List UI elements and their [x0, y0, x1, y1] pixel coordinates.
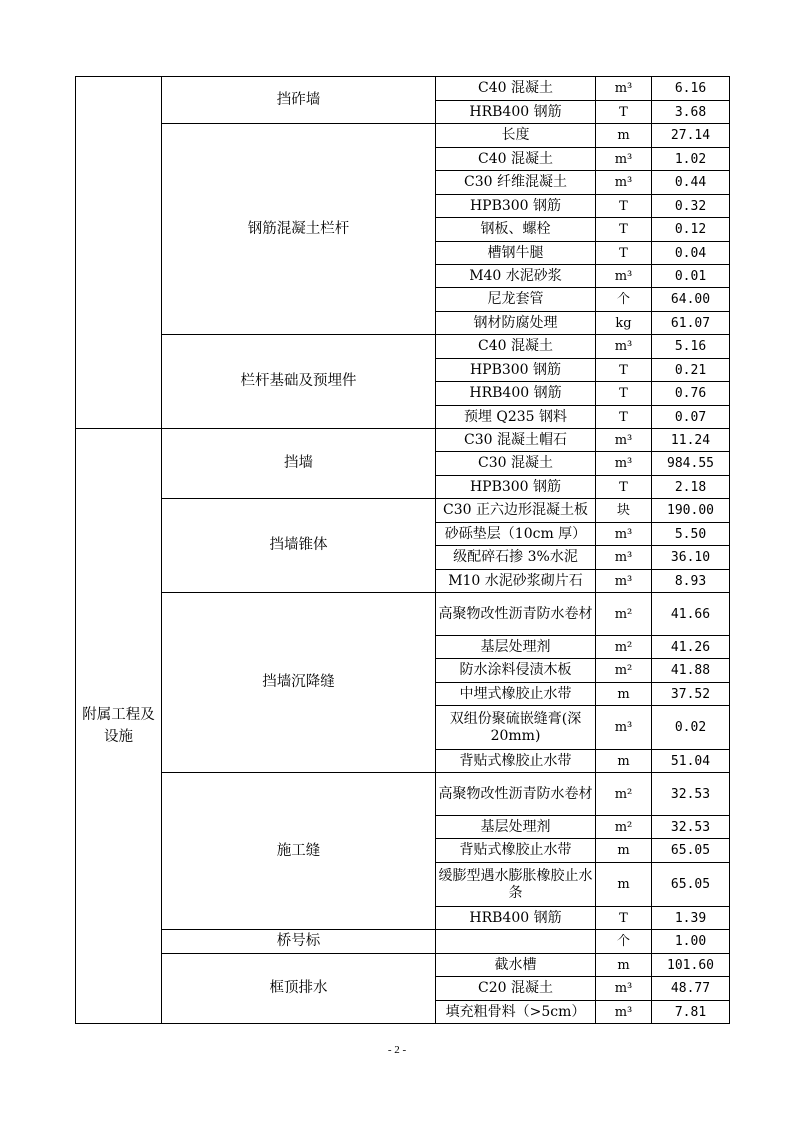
quantity-cell: 0.44 — [652, 171, 730, 195]
unit-cell: m³ — [596, 523, 652, 546]
quantity-cell: 984.55 — [652, 452, 730, 476]
table-row — [76, 773, 730, 816]
material-item-cell: C30 纤维混凝土 — [436, 171, 596, 195]
sub-project-cell: 栏杆基础及预埋件 — [162, 335, 436, 429]
material-item-cell: HRB400 钢筋 — [436, 382, 596, 406]
material-item-cell: C30 正六边形混凝土板 — [436, 499, 596, 523]
material-item-cell: 截水槽 — [436, 954, 596, 977]
unit-cell: m³ — [596, 171, 652, 195]
quantity-cell: 0.07 — [652, 406, 730, 429]
material-item-cell — [436, 930, 596, 954]
material-item-cell: 尼龙套管 — [436, 288, 596, 312]
quantity-cell: 0.76 — [652, 382, 730, 406]
table-row — [76, 124, 730, 148]
unit-cell: T — [596, 359, 652, 382]
quantity-cell: 5.50 — [652, 523, 730, 546]
unit-cell: m³ — [596, 429, 652, 452]
quantity-cell: 1.39 — [652, 907, 730, 930]
unit-cell: m³ — [596, 148, 652, 171]
category-cell — [76, 77, 162, 429]
materials-table-body — [76, 77, 730, 1024]
quantity-cell: 51.04 — [652, 750, 730, 773]
unit-cell: 个 — [596, 930, 652, 954]
unit-cell: m — [596, 954, 652, 977]
quantity-cell: 2.18 — [652, 476, 730, 499]
material-item-cell: 级配碎石掺 3%水泥 — [436, 546, 596, 570]
unit-cell: m³ — [596, 706, 652, 750]
material-item-cell: HRB400 钢筋 — [436, 907, 596, 930]
unit-cell: m³ — [596, 570, 652, 593]
material-item-cell: 基层处理剂 — [436, 816, 596, 839]
quantity-cell: 48.77 — [652, 977, 730, 1001]
unit-cell: T — [596, 406, 652, 429]
table-row — [76, 593, 730, 636]
sub-project-cell: 桥号标 — [162, 930, 436, 954]
sub-project-cell: 挡砟墙 — [162, 77, 436, 124]
quantity-cell: 37.52 — [652, 683, 730, 706]
table-row — [76, 499, 730, 523]
quantity-cell: 0.04 — [652, 242, 730, 265]
material-item-cell: M10 水泥砂浆砌片石 — [436, 570, 596, 593]
material-item-cell: HPB300 钢筋 — [436, 195, 596, 218]
materials-table — [75, 76, 730, 1024]
sub-project-cell: 挡墙 — [162, 429, 436, 499]
material-item-cell: C40 混凝土 — [436, 77, 596, 101]
quantity-cell: 7.81 — [652, 1001, 730, 1024]
material-item-cell: 基层处理剂 — [436, 636, 596, 659]
quantity-cell: 5.16 — [652, 335, 730, 359]
material-item-cell: HPB300 钢筋 — [436, 359, 596, 382]
material-item-cell: C30 混凝土帽石 — [436, 429, 596, 452]
material-item-cell: 背贴式橡胶止水带 — [436, 839, 596, 863]
material-item-cell: C30 混凝土 — [436, 452, 596, 476]
unit-cell: m — [596, 863, 652, 907]
unit-cell: T — [596, 382, 652, 406]
quantity-cell: 0.02 — [652, 706, 730, 750]
material-item-cell: 预埋 Q235 钢料 — [436, 406, 596, 429]
sub-project-cell: 挡墙沉降缝 — [162, 593, 436, 773]
material-item-cell: C40 混凝土 — [436, 335, 596, 359]
quantity-cell: 6.16 — [652, 77, 730, 101]
unit-cell: m — [596, 839, 652, 863]
sub-project-cell: 施工缝 — [162, 773, 436, 930]
unit-cell: 个 — [596, 288, 652, 312]
quantity-cell: 8.93 — [652, 570, 730, 593]
unit-cell: T — [596, 195, 652, 218]
material-item-cell: M40 水泥砂浆 — [436, 265, 596, 288]
sub-project-cell: 框顶排水 — [162, 954, 436, 1024]
quantity-cell: 27.14 — [652, 124, 730, 148]
unit-cell: T — [596, 476, 652, 499]
quantity-cell: 65.05 — [652, 839, 730, 863]
material-item-cell: 填充粗骨料（>5cm） — [436, 1001, 596, 1024]
quantity-cell: 0.12 — [652, 218, 730, 242]
material-item-cell: HRB400 钢筋 — [436, 101, 596, 124]
unit-cell: m³ — [596, 265, 652, 288]
table-row — [76, 77, 730, 101]
unit-cell: T — [596, 907, 652, 930]
table-row — [76, 954, 730, 977]
unit-cell: m³ — [596, 335, 652, 359]
page-number: - 2 - — [387, 1044, 407, 1056]
material-item-cell: 双组份聚硫嵌缝膏(深 20mm) — [436, 706, 596, 750]
material-item-cell: C40 混凝土 — [436, 148, 596, 171]
quantity-cell: 190.00 — [652, 499, 730, 523]
unit-cell: m² — [596, 816, 652, 839]
sub-project-cell: 挡墙锥体 — [162, 499, 436, 593]
quantity-cell: 0.01 — [652, 265, 730, 288]
quantity-cell: 32.53 — [652, 773, 730, 816]
quantity-cell: 1.00 — [652, 930, 730, 954]
material-item-cell: 砂砾垫层（10cm 厚） — [436, 523, 596, 546]
unit-cell: T — [596, 218, 652, 242]
material-item-cell: 钢板、螺栓 — [436, 218, 596, 242]
quantity-cell: 36.10 — [652, 546, 730, 570]
quantity-cell: 32.53 — [652, 816, 730, 839]
quantity-cell: 61.07 — [652, 312, 730, 335]
quantity-cell: 41.88 — [652, 659, 730, 683]
material-item-cell: 缓膨型遇水膨胀橡胶止水条 — [436, 863, 596, 907]
unit-cell: kg — [596, 312, 652, 335]
material-item-cell: 钢材防腐处理 — [436, 312, 596, 335]
quantity-cell: 101.60 — [652, 954, 730, 977]
quantity-cell: 0.21 — [652, 359, 730, 382]
material-item-cell: 槽钢牛腿 — [436, 242, 596, 265]
table-row — [76, 429, 730, 452]
category-cell: 附属工程及设施 — [76, 429, 162, 1024]
unit-cell: T — [596, 101, 652, 124]
unit-cell: m² — [596, 593, 652, 636]
quantity-cell: 64.00 — [652, 288, 730, 312]
sub-project-cell: 钢筋混凝土栏杆 — [162, 124, 436, 335]
quantity-cell: 3.68 — [652, 101, 730, 124]
unit-cell: m³ — [596, 546, 652, 570]
table-row — [76, 335, 730, 359]
material-item-cell: 背贴式橡胶止水带 — [436, 750, 596, 773]
material-item-cell: HPB300 钢筋 — [436, 476, 596, 499]
unit-cell: m — [596, 683, 652, 706]
unit-cell: T — [596, 242, 652, 265]
unit-cell: m³ — [596, 452, 652, 476]
quantity-cell: 41.66 — [652, 593, 730, 636]
table-row — [76, 930, 730, 954]
material-item-cell: C20 混凝土 — [436, 977, 596, 1001]
material-item-cell: 防水涂料侵渍木板 — [436, 659, 596, 683]
unit-cell: m³ — [596, 77, 652, 101]
material-item-cell: 中埋式橡胶止水带 — [436, 683, 596, 706]
unit-cell: m — [596, 750, 652, 773]
material-item-cell: 高聚物改性沥青防水卷材 — [436, 593, 596, 636]
quantity-cell: 1.02 — [652, 148, 730, 171]
quantity-cell: 0.32 — [652, 195, 730, 218]
unit-cell: m³ — [596, 977, 652, 1001]
unit-cell: 块 — [596, 499, 652, 523]
quantity-cell: 41.26 — [652, 636, 730, 659]
material-item-cell: 长度 — [436, 124, 596, 148]
unit-cell: m³ — [596, 1001, 652, 1024]
quantity-cell: 11.24 — [652, 429, 730, 452]
material-item-cell: 高聚物改性沥青防水卷材 — [436, 773, 596, 816]
unit-cell: m² — [596, 659, 652, 683]
unit-cell: m² — [596, 636, 652, 659]
unit-cell: m² — [596, 773, 652, 816]
quantity-cell: 65.05 — [652, 863, 730, 907]
unit-cell: m — [596, 124, 652, 148]
